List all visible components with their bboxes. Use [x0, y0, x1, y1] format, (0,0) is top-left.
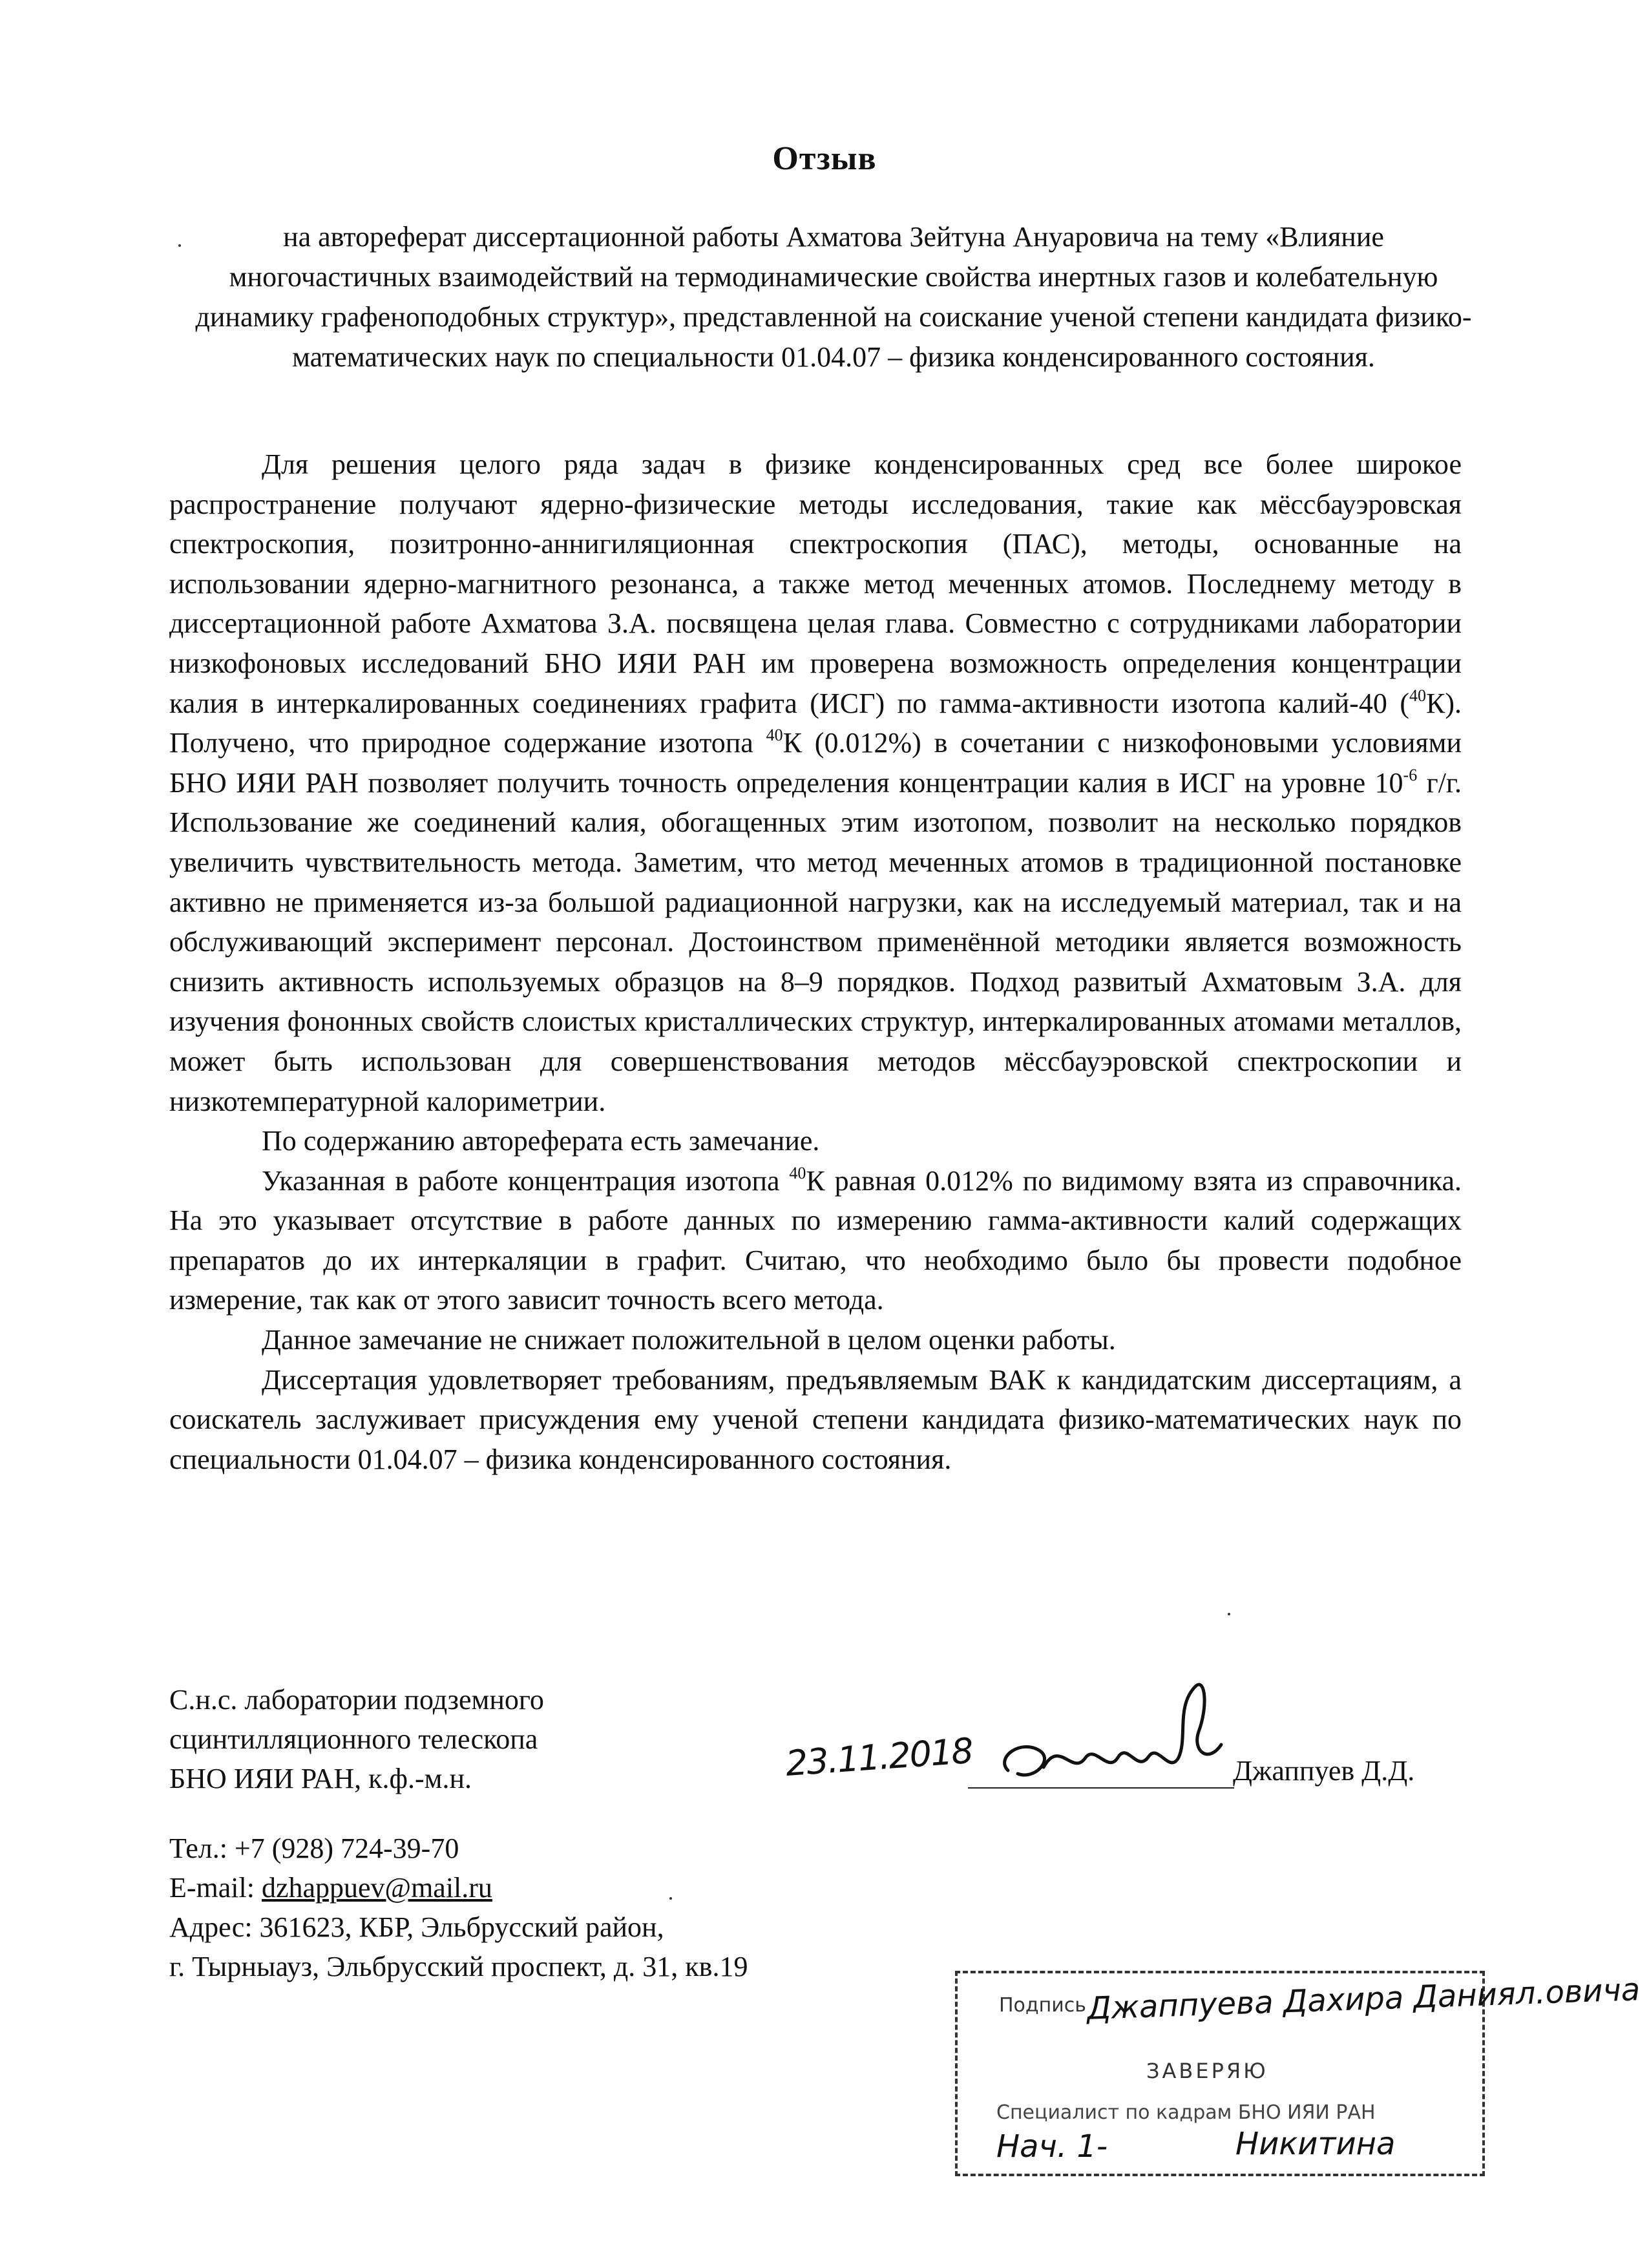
signer-line-2: сцинтилляционного телескопа [169, 1723, 538, 1755]
stamp-certify-label: ЗАВЕРЯЮ [1146, 2059, 1268, 2083]
stamp-signature-label: Подпись [999, 1994, 1086, 2017]
address-line-2: г. Тырныауз, Эльбрусский проспект, д. 31, кв.19 [169, 1951, 748, 1982]
stamp-handwritten-hr-1: Нач. 1- [996, 2128, 1108, 2165]
signer-position [169, 1680, 751, 1798]
document-subtitle: на автореферат диссертационной работы Ахматова Зейтуна Ануаровича на тему «Влияние многочастичных взаимодействий на термодинамические свойства инертных газов и колебательную динамику графеноподобных структур», представленной на соискание ученой степени кандидата физико-математических наук по специальности 01.04.07 – физика конденсированного состояния. [195, 221, 1472, 373]
signer-name: Джаппуев Д.Д. [1233, 1755, 1415, 1787]
paragraph-5: Диссертация удовлетворяет требованиям, предъявляемым ВАК к кандидатским диссертациям, а соискатель заслуживает присуждения ему ученой степени кандидата физико-математических наук по специальности 01.04.07 – физика конденсированного состояния. [169, 1363, 1462, 1475]
paragraph-1-text-a: Для решения целого ряда задач в физике конденсированных сред все более широкое распространение получают ядерно-физические методы исследования, такие как мёссбауэровская спектроскопия, позитронно-аннигиляционная спектроскопия (ПАС), методы, основанные на использовании ядерно-магнитного резонанса, а также метод меченных атомов. Последнему методу в диссертационной работе Ахматова З.А. посвящена целая глава. Совместно с сотрудниками лаборатории низкофоновых исследований БНО ИЯИ РАН им проверена возможность определения концентрации калия в интеркалированных соединениях графита (ИСГ) по гамма-активности изотопа калий-40 ( [169, 448, 1462, 719]
scan-speck [1228, 1613, 1230, 1615]
signer-line-1: С.н.с. лаборатории подземного [169, 1684, 544, 1716]
email-label: E-mail: [169, 1872, 262, 1904]
certification-stamp [955, 1971, 1641, 2176]
paragraph-1-text-c: К (0.012%) в сочетании с низкофоновыми условиями БНО ИЯИ РАН позволяет получить точность определения концентрации калия в ИСГ на уровне 10 [169, 727, 1462, 799]
email-line [169, 1868, 1009, 1907]
signature-line [968, 1787, 1234, 1789]
superscript-40: 40 [789, 1163, 806, 1182]
signature-icon [982, 1661, 1254, 1796]
handwritten-date: 23.11.2018 [784, 1730, 974, 1784]
contact-block [169, 1829, 1009, 1986]
superscript-minus-6: -6 [1403, 765, 1418, 784]
paragraph-3-text-a: Указанная в работе концентрация изотопа [262, 1164, 790, 1197]
document-title: Отзыв [772, 140, 877, 177]
scan-speck [669, 1897, 672, 1900]
phone-text: Тел.: +7 (928) 724-39-70 [169, 1832, 459, 1864]
paragraph-3-text-b: К равная 0.012% по видимому взята из справочника. На это указывает отсутствие в работе данных по измерению гамма-активности калий содержащих препаратов до их интеркаляции в графит. Считаю, что необходимо было бы провести подобное измерение, так как от этого зависит точность всего метода. [169, 1164, 1462, 1316]
stamp-handwritten-name: Джаппуева Дахира Даниял.овича [1086, 1971, 1641, 2027]
paragraph-2: По содержанию автореферата есть замечание. [262, 1125, 820, 1157]
paragraph-4: Данное замечание не снижает положительной в целом оценки работы. [262, 1324, 1116, 1356]
address-line-1: Адрес: 361623, КБР, Эльбрусский район, [169, 1911, 664, 1943]
paragraph-1 [169, 445, 1462, 1121]
email-link[interactable]: dzhappuev@mail.ru [261, 1872, 492, 1904]
review-body [169, 445, 1462, 1479]
superscript-40: 40 [766, 726, 783, 745]
paragraph-1-text-b: К). Получено, что природное содержание изотопа [169, 687, 1462, 759]
scan-speck [178, 244, 181, 247]
stamp-hr-label: Специалист по кадрам БНО ИЯИ РАН [996, 2101, 1376, 2124]
paragraph-3 [169, 1161, 1462, 1320]
signer-line-3: БНО ИЯИ РАН, к.ф.-м.н. [169, 1763, 472, 1794]
stamp-handwritten-hr-2: Никитина [1235, 2126, 1396, 2162]
paragraph-1-text-d: г/г. Использование же соединений калия, обогащенных этим изотопом, позволит на несколько порядков увеличить чувствительность метода. Заметим, что метод меченных атомов в традиционной постановке активно не применяется из-за большой радиационной нагрузки, как на исследуемый материал, так и на обслуживающий эксперимент персонал. Достоинством применённой методики является возможность снизить активность используемых образцов на 8–9 порядков. Подход развитый Ахматовым З.А. для изучения фононных свойств слоистых кристаллических структур, интеркалированных атомами металлов, может быть использован для совершенствования методов мёссбауэровской спектроскопии и низкотемпературной калориметрии. [169, 766, 1462, 1117]
superscript-40: 40 [1409, 686, 1426, 705]
